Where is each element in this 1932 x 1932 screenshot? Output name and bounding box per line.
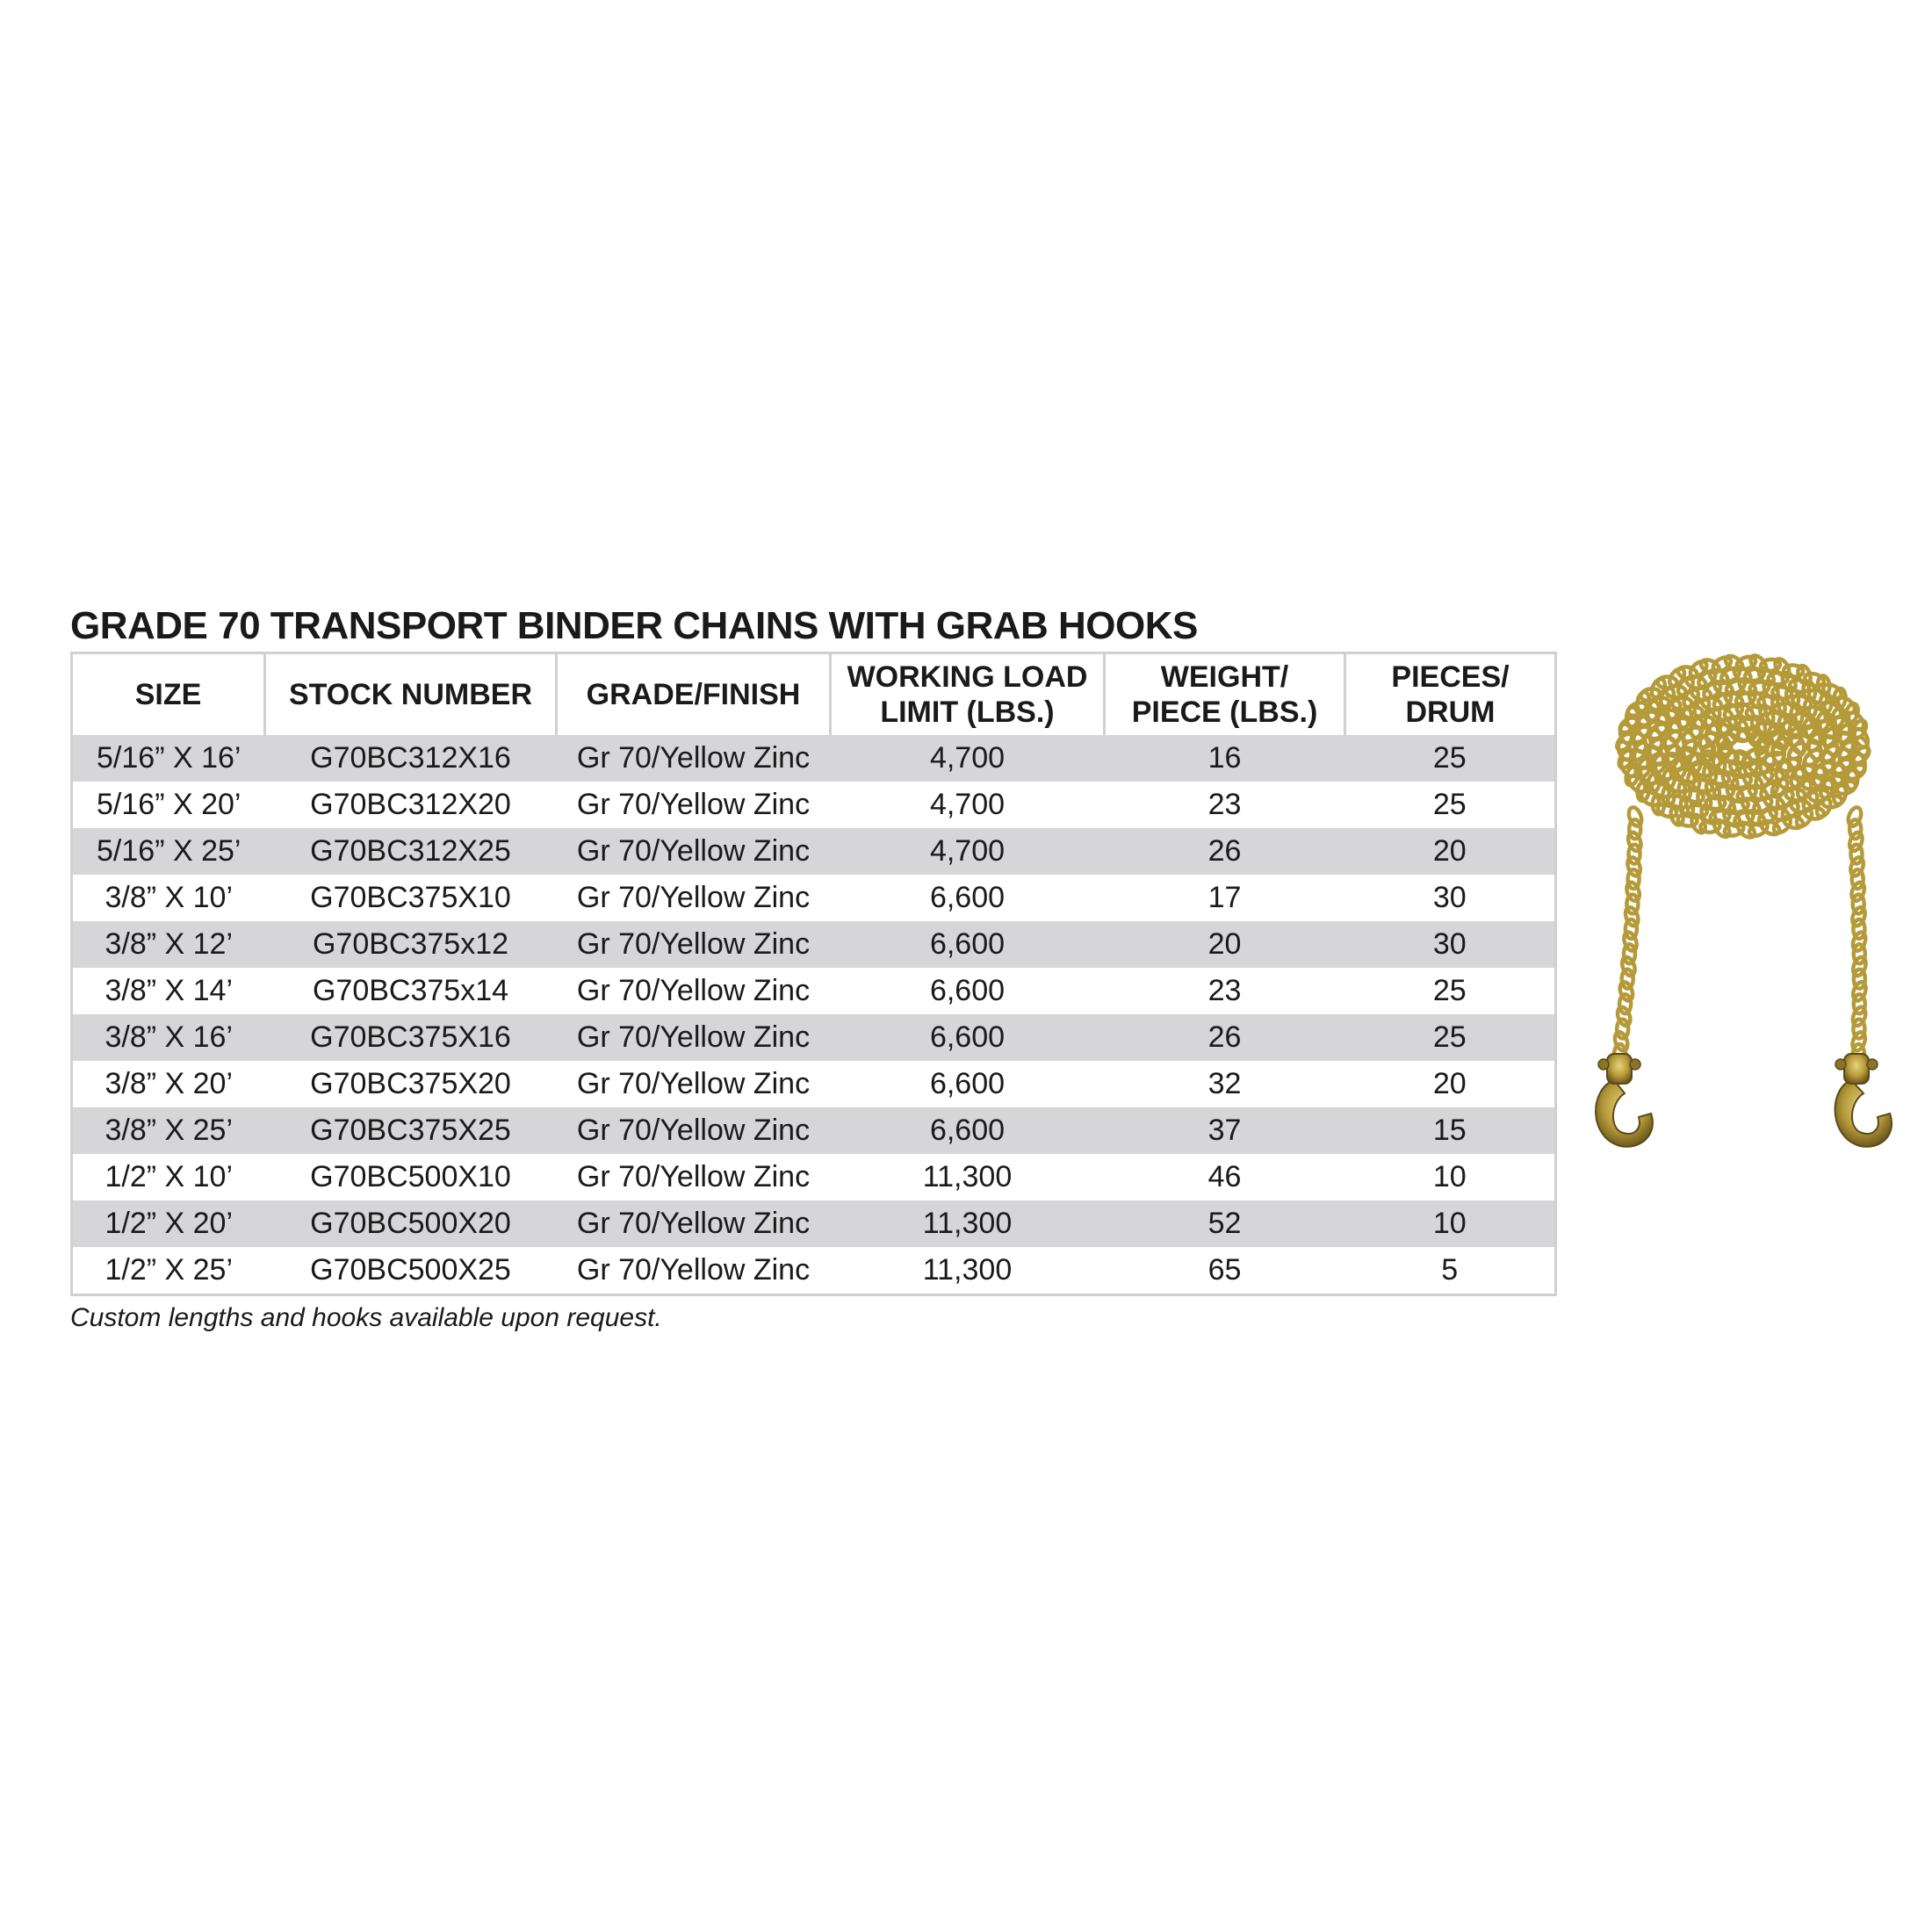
table-cell: 6,600 [831, 1061, 1105, 1107]
table-cell: 3/8” X 25’ [72, 1107, 265, 1154]
table-cell: Gr 70/Yellow Zinc [557, 1154, 831, 1200]
table-cell: G70BC375X25 [265, 1107, 557, 1154]
column-header [1345, 653, 1556, 736]
table-cell: Gr 70/Yellow Zinc [557, 921, 831, 968]
table-cell: 26 [1105, 1014, 1345, 1061]
table-cell: Gr 70/Yellow Zinc [557, 1061, 831, 1107]
table-cell: Gr 70/Yellow Zinc [557, 1247, 831, 1295]
table-cell: Gr 70/Yellow Zinc [557, 875, 831, 921]
table-cell: 11,300 [831, 1247, 1105, 1295]
table-cell: 11,300 [831, 1200, 1105, 1247]
table-cell: 65 [1105, 1247, 1345, 1295]
right-grab-hook [1835, 1054, 1892, 1147]
table-cell: 6,600 [831, 968, 1105, 1014]
table-cell: G70BC375X20 [265, 1061, 557, 1107]
table-cell: 30 [1345, 921, 1556, 968]
table-header [72, 653, 1556, 736]
column-header-text: SIZE [134, 678, 202, 711]
chain-coil [1614, 652, 1872, 840]
table-cell: 32 [1105, 1061, 1345, 1107]
column-header-text: PIECE (LBS.) [1131, 696, 1318, 729]
table-row [72, 921, 1556, 968]
table-cell: 30 [1345, 875, 1556, 921]
table-cell: 1/2” X 20’ [72, 1200, 265, 1247]
table-cell: G70BC375X16 [265, 1014, 557, 1061]
left-grab-hook [1596, 1054, 1653, 1147]
table-cell: 25 [1345, 782, 1556, 828]
table-cell: 25 [1345, 735, 1556, 782]
table-cell: G70BC500X10 [265, 1154, 557, 1200]
table-cell: 3/8” X 10’ [72, 875, 265, 921]
table-cell: 10 [1345, 1200, 1556, 1247]
table-cell: 26 [1105, 828, 1345, 875]
table-cell: 20 [1345, 828, 1556, 875]
table-cell: G70BC500X25 [265, 1247, 557, 1295]
table-cell: 11,300 [831, 1154, 1105, 1200]
column-header [1105, 653, 1345, 736]
chain-right-strand [1846, 805, 1868, 1063]
table-cell: 20 [1105, 921, 1345, 968]
header-row [72, 653, 1556, 736]
table-cell: 20 [1345, 1061, 1556, 1107]
table-cell: 10 [1345, 1154, 1556, 1200]
table-row [72, 735, 1556, 782]
table-cell: 23 [1105, 968, 1345, 1014]
column-header [72, 653, 265, 736]
table-cell: Gr 70/Yellow Zinc [557, 1200, 831, 1247]
table-cell: 6,600 [831, 1107, 1105, 1154]
table-row [72, 1154, 1556, 1200]
footnote: Custom lengths and hooks available upon request. [70, 1303, 662, 1332]
table-cell: 1/2” X 10’ [72, 1154, 265, 1200]
table-cell: 3/8” X 16’ [72, 1014, 265, 1061]
table-cell: 3/8” X 12’ [72, 921, 265, 968]
table-cell: 25 [1345, 1014, 1556, 1061]
column-header [557, 653, 831, 736]
table-cell: 5 [1345, 1247, 1556, 1295]
table-body [72, 735, 1556, 1295]
table-row [72, 828, 1556, 875]
column-header [265, 653, 557, 736]
table-cell: 37 [1105, 1107, 1345, 1154]
table-row [72, 968, 1556, 1014]
column-header-text: WORKING LOAD [847, 660, 1088, 694]
table-cell: 15 [1345, 1107, 1556, 1154]
table-cell: 5/16” X 16’ [72, 735, 265, 782]
column-header-text: GRADE/FINISH [586, 678, 801, 711]
table-cell: 6,600 [831, 1014, 1105, 1061]
table-cell: Gr 70/Yellow Zinc [557, 782, 831, 828]
table-cell: Gr 70/Yellow Zinc [557, 1014, 831, 1061]
table-row [72, 1247, 1556, 1295]
column-header-text: PIECES/ [1391, 660, 1510, 694]
table-row [72, 1014, 1556, 1061]
table-row [72, 1200, 1556, 1247]
column-header-text: DRUM [1405, 696, 1496, 729]
table-row [72, 1107, 1556, 1154]
table-cell: 3/8” X 20’ [72, 1061, 265, 1107]
page-title: GRADE 70 TRANSPORT BINDER CHAINS WITH GRAB HOOKS [70, 604, 1198, 647]
table-cell: 23 [1105, 782, 1345, 828]
table-cell: 5/16” X 20’ [72, 782, 265, 828]
table-cell: 5/16” X 25’ [72, 828, 265, 875]
table-cell: G70BC375x12 [265, 921, 557, 968]
table-cell: G70BC312X16 [265, 735, 557, 782]
table-cell: 3/8” X 14’ [72, 968, 265, 1014]
table-cell: 1/2” X 25’ [72, 1247, 265, 1295]
table-cell: Gr 70/Yellow Zinc [557, 828, 831, 875]
chain-with-grab-hooks-icon [1581, 632, 1914, 1159]
table-cell: G70BC375X10 [265, 875, 557, 921]
table-cell: G70BC312X20 [265, 782, 557, 828]
table-cell: Gr 70/Yellow Zinc [557, 1107, 831, 1154]
table-cell: Gr 70/Yellow Zinc [557, 968, 831, 1014]
table-cell: 16 [1105, 735, 1345, 782]
column-header-text: STOCK NUMBER [288, 678, 533, 711]
table-cell: 25 [1345, 968, 1556, 1014]
table-cell: 6,600 [831, 921, 1105, 968]
table-cell: 46 [1105, 1154, 1345, 1200]
table-cell: 4,700 [831, 782, 1105, 828]
table-cell: 4,700 [831, 735, 1105, 782]
table-cell: 17 [1105, 875, 1345, 921]
table-cell: 6,600 [831, 875, 1105, 921]
table-cell: G70BC375x14 [265, 968, 557, 1014]
table-row [72, 1061, 1556, 1107]
column-header-text: WEIGHT/ [1160, 660, 1289, 694]
chain-left-strand [1612, 805, 1644, 1063]
table-cell: 52 [1105, 1200, 1345, 1247]
table-cell: G70BC500X20 [265, 1200, 557, 1247]
table-cell: 4,700 [831, 828, 1105, 875]
column-header-text: LIMIT (LBS.) [880, 696, 1055, 729]
table-cell: Gr 70/Yellow Zinc [557, 735, 831, 782]
table-cell: G70BC312X25 [265, 828, 557, 875]
table-row [72, 875, 1556, 921]
spec-table [70, 652, 1557, 1296]
column-header [831, 653, 1105, 736]
table-row [72, 782, 1556, 828]
